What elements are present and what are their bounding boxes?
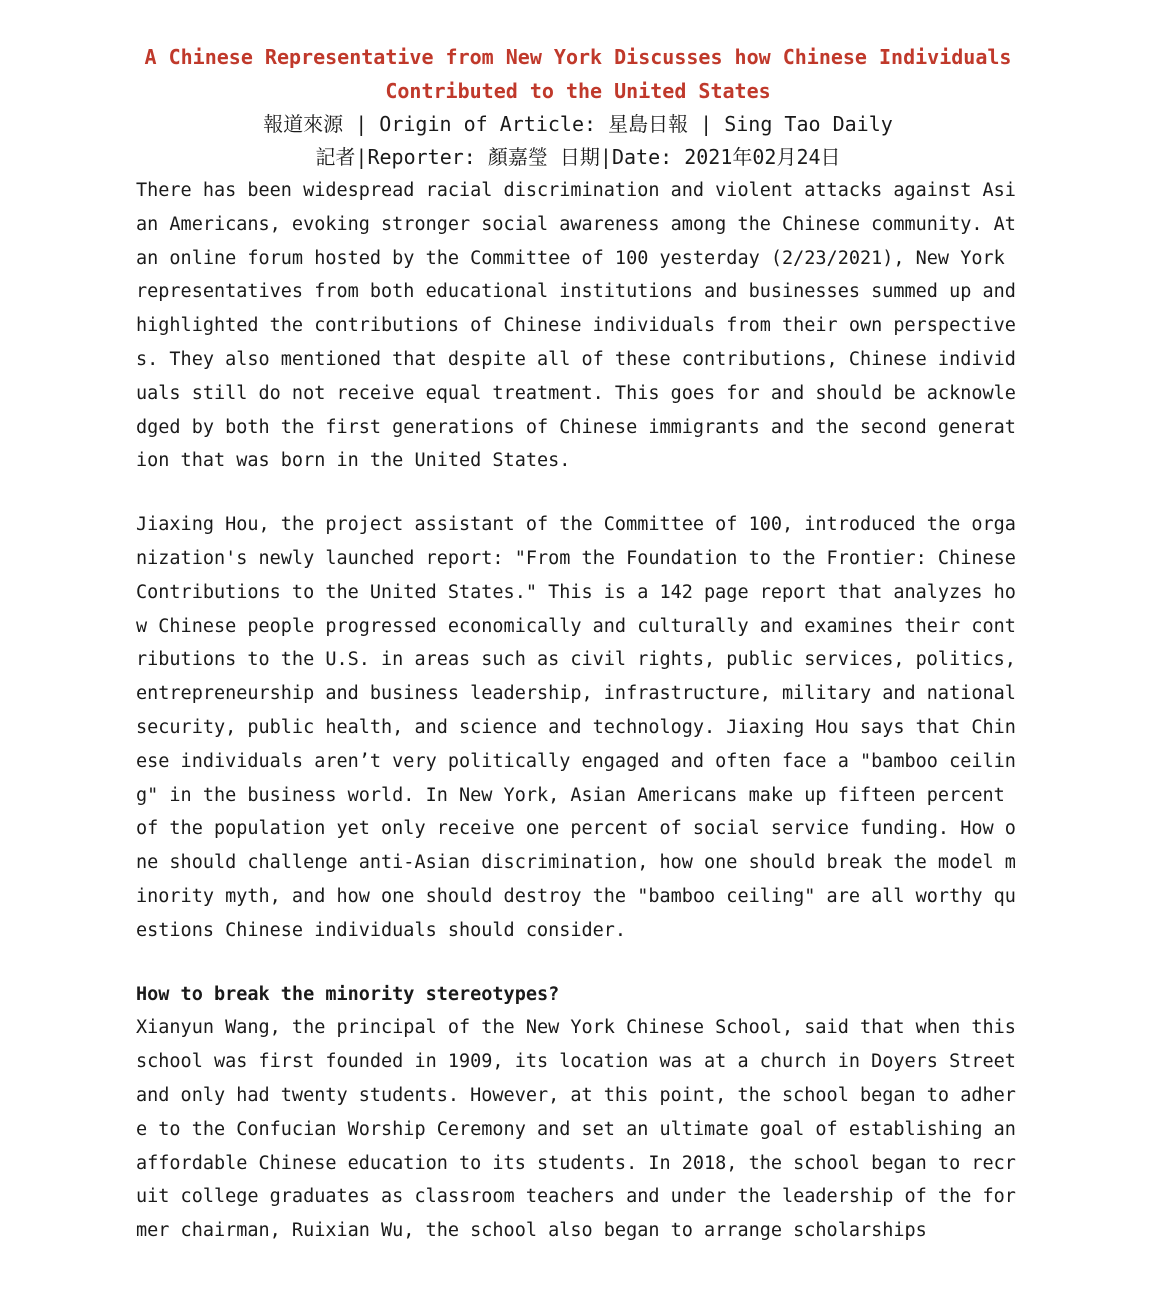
section-heading: How to break the minority stereotypes? — [136, 983, 560, 1005]
paragraph-spacer — [136, 948, 1020, 978]
article-paragraph: Jiaxing Hou, the project assistant of the Committee of 100, introduced the organization's newly launched report: "From the Foundation to the Frontier: Chinese Contributions to the United States." This is a 142 page report that analyzes how Chinese people progressed economically and culturally and examines their contributions to the U.S. in areas such as civil rights, public services, politics, entrepreneurship and business leadership, infrastructure, military and national security, public health, and science and technology. Jiaxing Hou says that Chinese individuals aren’t very politically engaged and often face a "bamboo ceiling" in the business world. In New York, Asian Americans make up fifteen percent of the population yet only receive one percent of social service funding. How one should challenge anti-Asian discrimination, how one should break the model minority myth, and how one should destroy the "bamboo ceiling" are all worthy questions Chinese individuals should consider. — [136, 514, 1016, 941]
section-paragraph: Xianyun Wang, the principal of the New York Chinese School, said that when this school was first founded in 1909, its location was at a church in Doyers Street and only had twenty students. However, at this point, the school began to adhere to the Confucian Worship Ceremony and set an ultimate goal of establishing an affordable Chinese education to its students. In 2018, the school began to recruit college graduates as classroom teachers and under the leadership of the former chairman, Ruixian Wu, the school also began to arrange scholarships — [136, 1017, 1016, 1242]
source-line: 報道來源 | Origin of Article: 星島日報 | Sing Tao Daily — [263, 112, 893, 136]
article-page — [136, 40, 1020, 1248]
reporter-date-line: 記者|Reporter: 顏嘉瑩 日期|Date: 2021年02月24日 — [315, 145, 841, 169]
paragraph-spacer — [136, 478, 1020, 508]
article-paragraph: There has been widespread racial discrimination and violent attacks against Asian Americans, evoking stronger social awareness among the Chinese community. At an online forum hosted by the Committee of 100 yesterday (2/23/2021), New York representatives from both educational institutions and businesses summed up and highlighted the contributions of Chinese individuals from their own perspectives. They also mentioned that despite all of these contributions, Chinese individuals still do not receive equal treatment. This goes for and should be acknowledged by both the first generations of Chinese immigrants and the second generation that was born in the United States. — [136, 180, 1016, 472]
article-title: A Chinese Representative from New York Discusses how Chinese Individuals Contributed to the United States — [144, 45, 1012, 103]
